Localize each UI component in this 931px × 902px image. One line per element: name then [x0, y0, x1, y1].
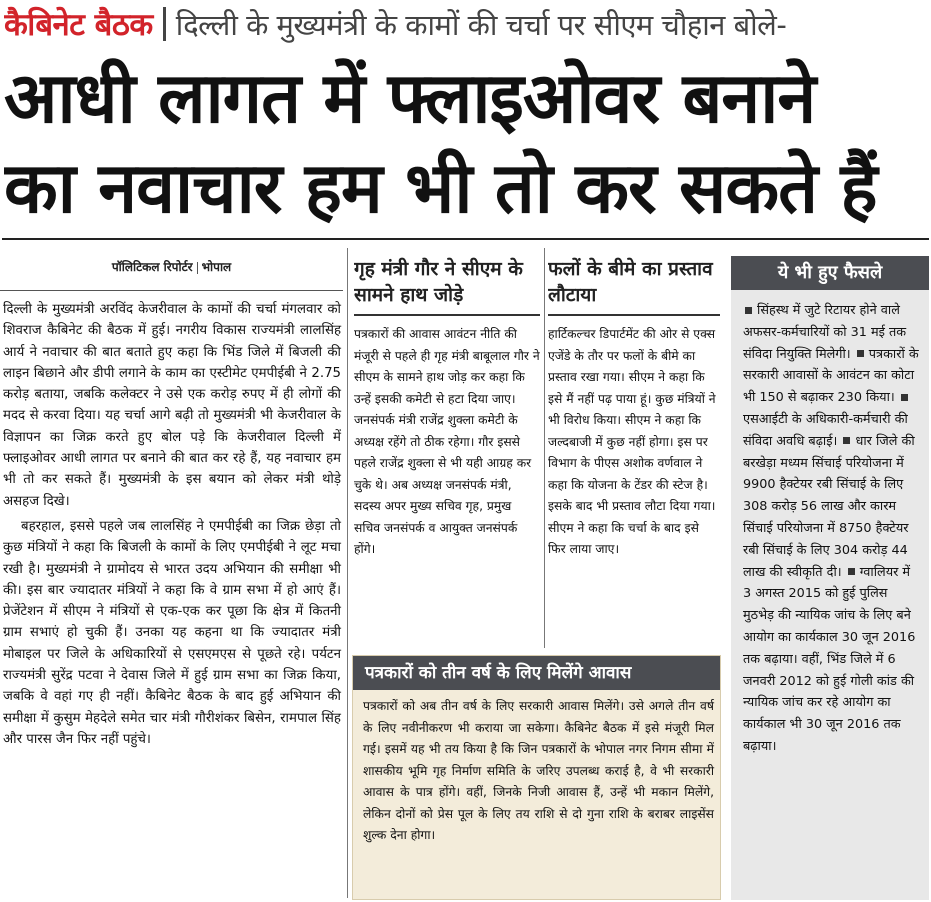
gaur-story-body: पत्रकारों की आवास आवंटन नीति की मंजूरी से पहले ही गृह मंत्री बाबूलाल गौर ने सीएम के सामने हाथ जोड़ कर कहा कि उन्हें इसकी कमेटी से हटा दिया जाए। जनसंपर्क मंत्री राजेंद्र शुक्ला कमेटी के अध्यक्ष रहेंगे तो ठीक रहेगा। गौर इससे पहले राजेंद्र शुक्ला से भी यही आग्रह कर चुके थे। अब अध्यक्ष जनसंपर्क मंत्री, सदस्य अपर मुख्य सचिव गृह, प्रमुख सचिव जनसंपर्क व आयुक्त जनसंपर्क होंगे। — [354, 327, 540, 556]
square-bullet-icon — [745, 307, 752, 314]
byline-divider — [197, 262, 198, 274]
headline-rule — [2, 238, 929, 240]
housing-story-box — [352, 655, 721, 900]
decision-item: सिंहस्थ में जुटे रिटायर होने वाले अफसर-कर्मचारियों को 31 मई तक संविदा नियुक्ति मिलेगी। — [743, 303, 907, 362]
square-bullet-icon — [843, 437, 850, 444]
decision-item: धार जिले की बरखेड़ा मध्यम सिंचाई परियोजना में 9900 हैक्टेयर रबी सिंचाई के लिए 308 करोड़ 56 लाख और कारम सिंचाई परियोजना में 8750 हैक्टेयर रबी सिंचाई के लिए 304 करोड़ 44 लाख की स्वीकृति दी। — [743, 433, 915, 580]
kicker-divider — [163, 7, 166, 41]
kicker-deck: दिल्ली के मुख्यमंत्री के कामों की चर्चा पर सीएम चौहान बोले- — [175, 7, 787, 42]
insurance-story-rule — [548, 314, 720, 316]
byline-reporter: पॉलिटिकल रिपोर्टर — [111, 260, 193, 274]
insurance-story-heading: फलों के बीमे का प्रस्ताव लौटाया — [548, 258, 713, 306]
byline-city: भोपाल — [201, 260, 232, 274]
gaur-story-heading: गृह मंत्री गौर ने सीएम के सामने हाथ जोड़े — [354, 258, 523, 306]
square-bullet-icon — [848, 568, 855, 575]
headline-line-1: आधी लागत में फ्लाइओवर बनाने — [4, 58, 816, 138]
main-story-paragraph-2: बहरहाल, इससे पहले जब लालसिंह ने एमपीईबी का जिक्र छेड़ा तो कुछ मंत्रियों ने कहा कि बिजली के कामों के लिए एमपीईबी ने लूट मचा रखी है। मुख्यमंत्री ने ग्रामोदय से भारत उदय अभियान की समीक्षा भी की। इस बार ज्यादातर मंत्रियों ने कहा कि वे ग्राम सभा में हो आएं हैं। प्रेजेंटेशन में सीएम ने मंत्रियों से एक-एक कर पूछा कि क्षेत्र में कितनी ग्राम सभाएं हो चुकी हैं। उनका यह कहना था कि ज्यादातर मंत्री मोबाइल पर जिले के अधिकारियों से एसएमएस से पूछते रहे। पर्यटन राज्यमंत्री सुरेंद्र पटवा ने देवास जिले में हुई ग्राम सभा का जिक्र किया, जबकि वे वहां गए ही नहीं। कैबिनेट बैठक के बाद हुई अभियान की समीक्षा में कुसुम मेहदेले समेत चार मंत्री गौरीशंकर बिसेन, रामपाल सिंह और पारस जैन फिर नहीं पहुंचे। — [3, 518, 341, 747]
square-bullet-icon — [901, 394, 908, 401]
headline-line-2: का नवाचार हम भी तो कर सकते हैं — [4, 148, 877, 228]
square-bullet-icon — [857, 350, 864, 357]
byline — [0, 248, 343, 282]
gaur-story-rule — [354, 314, 540, 316]
main-story-body — [0, 293, 343, 750]
column-divider-2 — [544, 248, 545, 648]
decisions-heading: ये भी हुए फैसले — [731, 256, 929, 290]
section-tag: कैबिनेट बैठक — [4, 7, 153, 43]
decision-item: एसआईटी के अधिकारी-कर्मचारी की संविदा अवधि बढ़ाई। — [743, 411, 908, 449]
byline-rule — [0, 290, 343, 291]
decisions-sidebar — [731, 256, 929, 900]
decision-item: ग्वालियर में 3 अगस्त 2015 को हुई पुलिस मुठभेड़ की न्यायिक जांच के लिए बने आयोग का कार्यकाल 30 जून 2016 तक बढ़ाया। वहीं, भिंड जिले में 6 जनवरी 2012 को हुई गोली कांड की न्यायिक जांच कर रहे आयोग का कार्यकाल भी 30 जून 2016 तक बढ़ाया। — [743, 564, 916, 754]
decisions-list — [731, 290, 929, 758]
main-story-column — [0, 248, 343, 898]
column-divider-1 — [347, 248, 348, 898]
main-story-paragraph-1: दिल्ली के मुख्यमंत्री अरविंद केजरीवाल के कामों की चर्चा मंगलवार को शिवराज कैबिनेट की बैठक में हुई। नगरीय विकास राज्यमंत्री लालसिंह आर्य ने नवाचार की बात बताते हुए कहा कि भिंड जिले में बिजली की लाइन बिछाने और डीपी लगाने के काम का एस्टीमेट एमपीईबी ने 2.75 करोड़ बताया, जबकि कलेक्टर ने उसे एक करोड़ रुपए में ही लोगों की मदद से करवा दिया। यह चर्चा आगे बढ़ी तो मुख्यमंत्री भी केजरीवाल के विज्ञापन का जिक्र करते हुए बोल पड़े कि केजरीवाल दिल्ली में फ्लाइओवर आधी लागत पर बनाने की बात कर रहे हैं, यह नवाचार हम भी तो कर सकते हैं। मुख्यमंत्री के इस बयान को लेकर मंत्री थोड़े असहज दिखे। — [3, 302, 341, 509]
housing-story-body: पत्रकारों को अब तीन वर्ष के लिए सरकारी आवास मिलेंगे। उसे अगले तीन वर्ष के लिए नवीनीकरण भी कराया जा सकेगा। कैबिनेट बैठक में इसे मंजूरी मिल गई। इसमें यह भी तय किया है कि जिन पत्रकारों के भोपाल नगर निगम सीमा में शासकीय भूमि गृह निर्माण समिति के जरिए उपलब्ध कराई है, वे भी सरकारी आवास के पात्र होंगे। वहीं, जिनके निजी आवास हैं, उन्हें भी मकान मिलेंगे, लेकिन दोनों को प्रेस पूल के लिए तय राशि से दो गुना राशि के बराबर लाइसेंस शुल्क देना होगा। — [363, 699, 714, 842]
gaur-story — [354, 248, 540, 648]
decision-item: पत्रकारों के सरकारी आवासों के आवंटन का कोटा भी 150 से बढ़ाकर 230 किया। — [743, 346, 919, 406]
housing-story-heading: पत्रकारों को तीन वर्ष के लिए मिलेंगे आवास — [353, 656, 720, 690]
kicker-line — [4, 2, 929, 46]
insurance-story — [548, 248, 720, 648]
insurance-story-body: हार्टिकल्चर डिपार्टमेंट की ओर से एक्स एजेंडे के तौर पर फलों के बीमे का प्रस्ताव रखा गया। सीएम ने कहा कि इसे मैं नहीं पढ़ पाया हूं। कुछ मंत्रियों ने भी विरोध किया। सीएम ने कहा कि जल्दबाजी में कुछ नहीं होगा। इस पर विभाग के पीएस अशोक वर्णवाल ने कहा कि योजना के टेंडर की स्टेज है। इसके बाद भी प्रस्ताव लौटा दिया गया। सीएम ने कहा कि चर्चा के बाद इसे फिर लाया जाए। — [548, 327, 716, 556]
